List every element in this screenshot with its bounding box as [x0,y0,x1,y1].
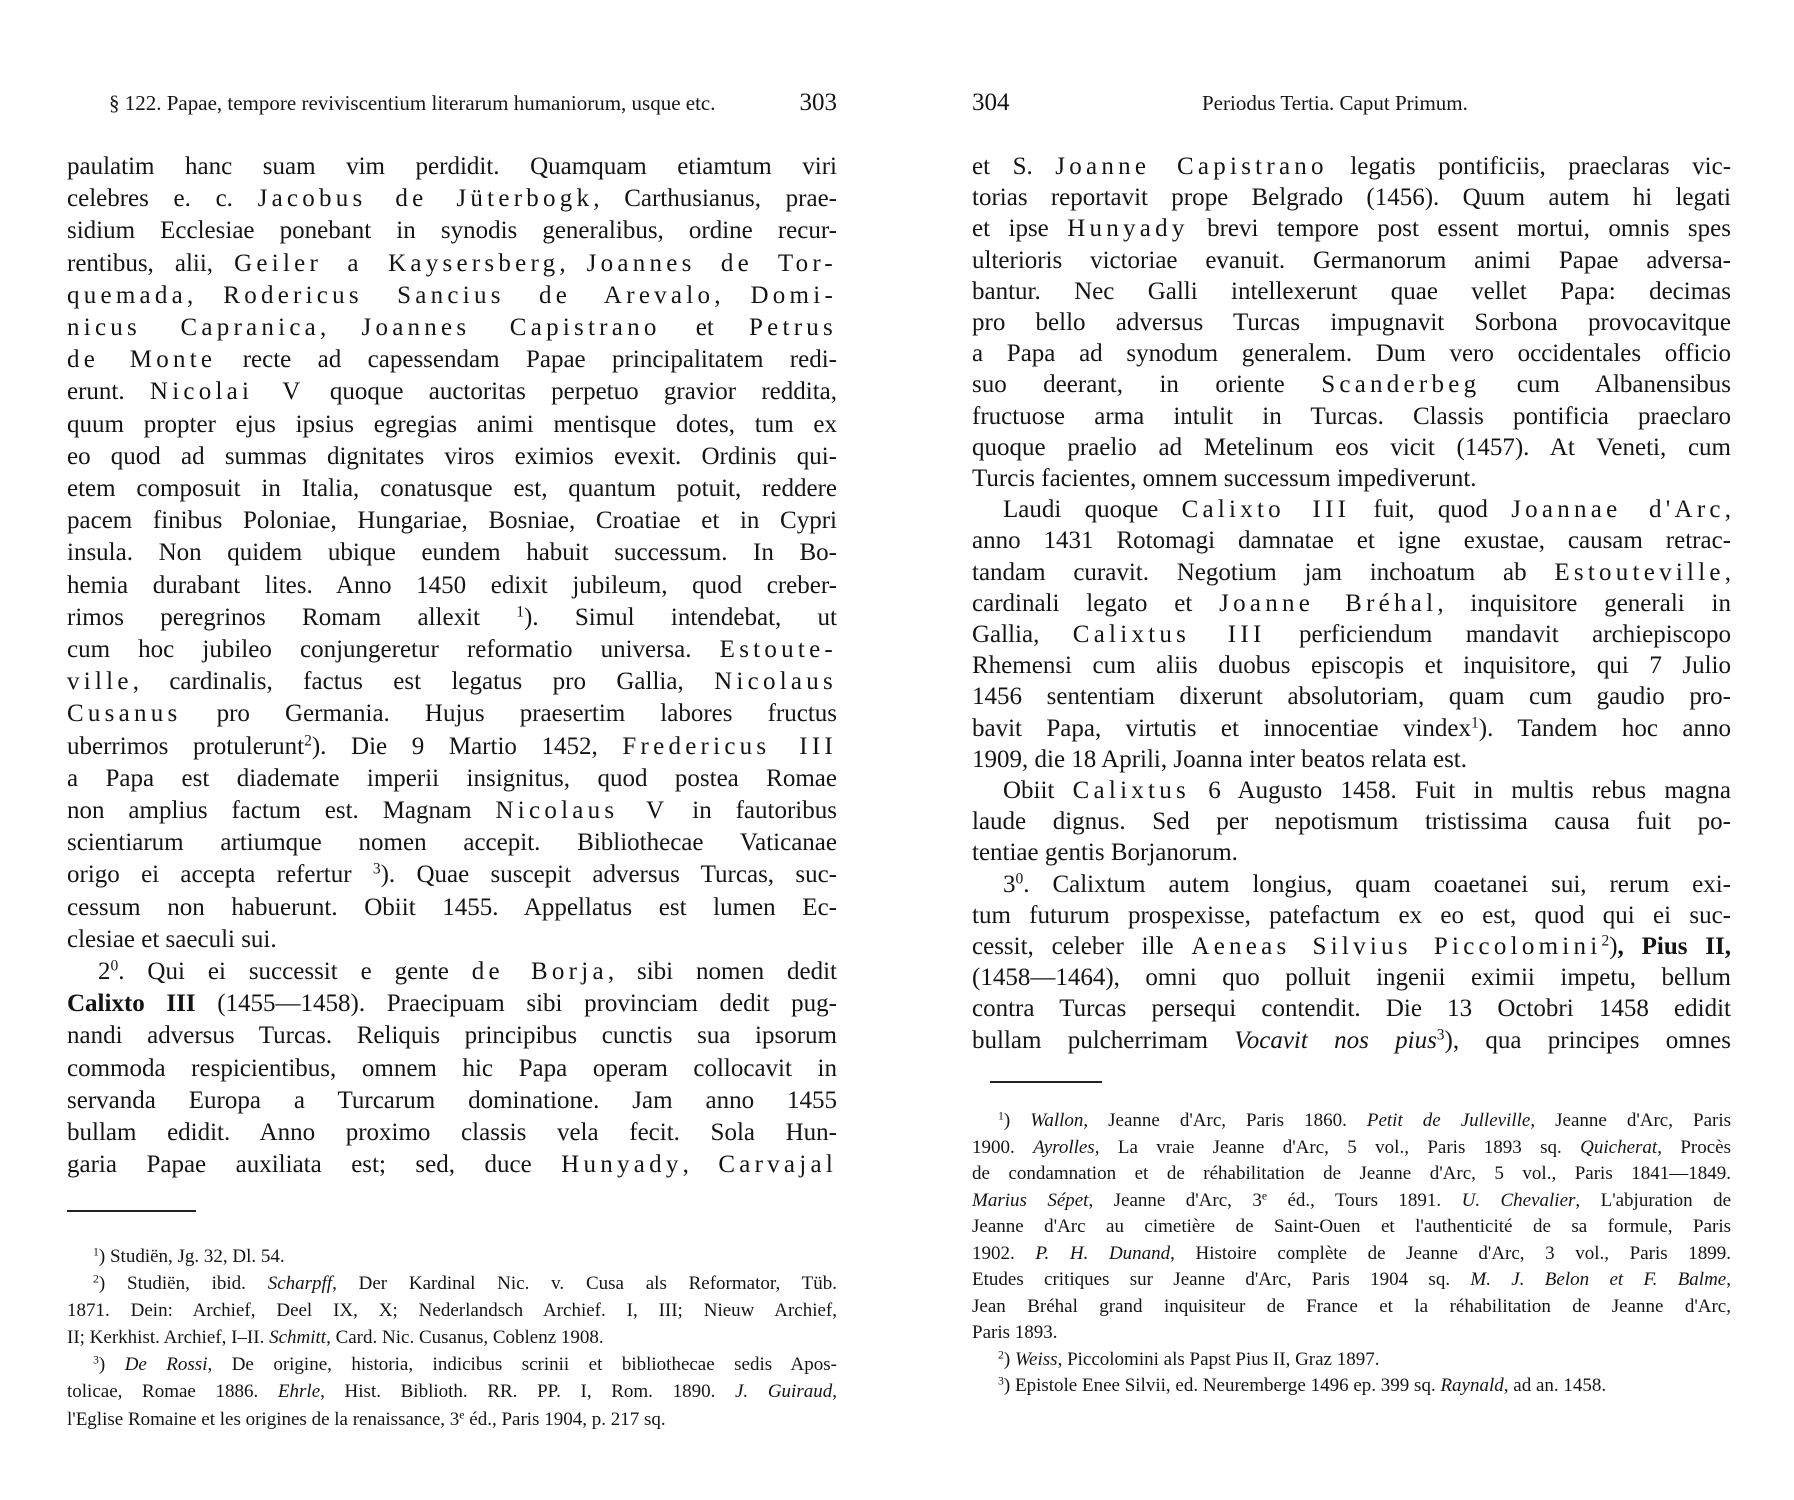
text-run: quum propter ejus ipsius egregias animi mentisque dotes, tum ex [67,410,837,438]
paragraph [972,494,1731,775]
footnote-divider [990,1081,1102,1083]
text-line [67,183,837,215]
text-run: Turcis facientes, omnem successum impediverunt. [972,465,1477,493]
text-run: contra Turcas persequi contendit. Die 13 Octobri 1458 edidit [972,995,1731,1023]
text-run: ). Quae suscepit adversus Turcas, suc- [380,861,837,889]
text-run: Paris 1893. [972,1322,1058,1343]
text-run: l'Eglise Romaine et les origines de la renaissance, 3 [67,1408,460,1430]
page-number: 303 [799,89,837,116]
text-run: suo deerant, in oriente [972,371,1322,399]
text-line [67,537,837,569]
text-run: eo quod ad summas dignitates viros eximios evexit. Ordinis qui- [67,442,837,470]
text-line [972,869,1731,900]
spaced-name: Hunyady [561,1151,683,1179]
footnote-marker: 3 [1436,1026,1445,1044]
text-line [67,248,837,280]
text-line [972,806,1731,837]
spaced-name: Estoute- [719,636,837,664]
text-line [67,280,837,312]
text-run: a Papa ad synodum generalem. Dum vero occidentales officio [972,340,1731,368]
spaced-name: quemada [67,281,187,309]
text-line [972,1320,1731,1347]
footnote-marker: e [1261,1189,1268,1203]
text-run: etem composuit in Italia, conatusque est, quantum potuit, reddere [67,475,837,503]
text-run: , [186,281,224,309]
text-run: , Histoire complète de Jeanne d'Arc, 3 vol., Paris 1899. [1170,1242,1731,1264]
spaced-name: Fredericus III [622,732,838,760]
text-run: cessit, celeber ille [972,933,1192,961]
italic-text: Scharpff [267,1273,333,1295]
footnote [972,1108,1731,1347]
footnote-divider [67,1210,196,1212]
text-run: , Procès [1657,1136,1731,1158]
text-line [972,494,1731,525]
text-run: , [832,1381,837,1403]
footnote-marker: 3 [998,1374,1004,1388]
text-run: Jeanne d'Arc au cimetière de Saint-Ouen et l'authenticité de sa formule, Paris [972,1216,1731,1237]
text-line [67,795,837,827]
text-run: , [320,314,362,342]
spaced-name: Scanderbeg [1321,371,1481,399]
italic-text: U. Chevalier [1461,1189,1576,1211]
italic-text: Wallon [1030,1110,1084,1131]
text-run: fuit, quod [1350,496,1512,524]
text-line [972,525,1731,556]
text-line [67,1406,837,1433]
text-line [972,401,1731,432]
text-run: pro bello adversus Turcas impugnavit Sorbona provocavitque [972,309,1731,337]
text-run: 3 [1003,870,1016,898]
text-run: tandam curavit. Negotium jam inchoatum ab [972,558,1555,586]
text-run: ) Studiën, ibid. [98,1273,268,1295]
text-line [972,338,1731,369]
text-run: 1871. Dein: Archief, Deel IX, X; Nederlandsch Archief. I, III; Nieuw Archief, [67,1300,837,1322]
text-run: , cardinalis, factus est legatus pro Gallia, [132,668,715,696]
text-run: bullam pulcherrimam [972,1026,1235,1054]
text-line [67,1378,837,1405]
text-run: bantur. Nec Galli intellexerunt quae vellet Papa: decimas [972,277,1731,305]
text-line [972,775,1731,806]
text-run: (1455—1458). Praecipuam sibi provinciam dedit pug- [195,990,837,1018]
text-run: ) [1003,1110,1031,1131]
italic-text: Vocavit nos pius [1234,1026,1437,1054]
text-run: sidium Ecclesiae ponebant in synodis generalibus, ordine recur- [67,217,837,245]
right-page-body [972,151,1731,1056]
text-line [67,827,837,859]
text-run: quoque praelio ad Metelinum eos vicit (1457). At Veneti, cum [972,433,1731,461]
text-line [67,1053,837,1085]
text-line [972,962,1731,993]
text-run: cardinali legato et [972,589,1220,617]
text-run: , [559,249,587,277]
text-line [972,557,1731,588]
text-line [67,698,837,730]
text-line [972,837,1731,868]
text-line [67,1085,837,1117]
text-run: , L'abjuration de [1575,1189,1732,1211]
text-run: origo ei accepta refertur [67,861,373,889]
text-run: , [1726,1269,1731,1290]
paragraph [972,869,1731,1056]
text-line [972,588,1731,619]
text-run: hemia durabant lites. Anno 1450 edixit jubileum, quod creber- [67,571,837,599]
text-run: clesiae et saeculi sui. [67,925,277,953]
spaced-name: Nicolaus V [495,797,669,825]
text-line [67,215,837,247]
right-page-footnotes [972,1108,1731,1400]
footnote-marker: 0 [1015,870,1024,888]
text-run: éd., Paris 1904, p. 217 sq. [464,1408,666,1430]
spaced-name: Jacobus de Jüterbogk [257,185,594,213]
text-run: 1902. [972,1242,1036,1264]
page-number: 304 [972,89,1010,116]
text-run: bavit Papa, virtutis et innocentiae vindex [972,714,1472,742]
text-line [67,151,837,183]
text-line [972,245,1731,276]
italic-text: Petit de Julleville [1366,1110,1531,1131]
text-run: paulatim hanc suam vim perdidit. Quamquam etiamtum viri [67,153,837,180]
text-line [972,1241,1731,1268]
bold-text: , Pius II, [1617,933,1731,961]
text-line [972,1161,1731,1188]
spaced-name: Joannae d'Arc [1511,496,1725,524]
text-line [972,993,1731,1024]
text-line [972,1108,1731,1135]
italic-text: Ehrle [277,1381,321,1403]
footnote [67,1243,837,1270]
text-run: , [1724,496,1732,524]
text-run: , Card. Nic. Cusanus, Coblenz 1908. [326,1327,604,1349]
text-run: rentibus, alii, [67,249,235,277]
text-line [972,151,1731,182]
spaced-name: de Borja [471,958,608,986]
text-run: , La vraie Jeanne d'Arc, 5 vol., Paris 1893 sq. [1094,1136,1581,1158]
text-run: , Carthusianus, prae- [593,185,838,213]
text-run: legatis pontificiis, praeclaras vic- [1327,153,1732,180]
text-line [67,763,837,795]
text-run: , inquisitore generali in [1437,589,1732,617]
text-line [972,182,1731,213]
text-line [67,1324,837,1351]
text-line [972,1267,1731,1294]
footnote-marker: 2 [93,1272,99,1286]
text-line [972,1135,1731,1162]
text-line [972,1188,1731,1215]
spaced-name: Joannes de Tor- [586,249,838,277]
text-line [972,1373,1731,1400]
text-run: rimos peregrinos Romam allexit [67,603,517,631]
spaced-name: Domi- [750,281,838,309]
text-line [972,900,1731,931]
italic-text: Quicherat [1580,1136,1658,1158]
text-run: celebres e. c. [67,185,258,213]
text-run: 2 [98,958,111,986]
text-run: non amplius factum est. Magnam [67,797,496,825]
text-run: a Papa est diademate imperii insignitus, quod postea Romae [67,764,837,792]
text-line [67,344,837,376]
left-page-body [67,151,837,1182]
text-run: nandi adversus Turcas. Reliquis principibus cunctis sua ipsorum [67,1022,837,1050]
text-line [67,892,837,924]
italic-text: P. H. Dunand [1035,1242,1171,1264]
spaced-name: Aeneas Silvius Piccolomini [1191,933,1602,961]
spaced-name: Rodericus Sancius de Arevalo [223,281,715,309]
footnote [972,1373,1731,1400]
footnote-marker: 1 [998,1109,1004,1123]
text-line [67,731,837,763]
text-line [67,505,837,537]
text-run: , De origine, historia, indicibus scrinii et bibliothecae sedis Apos- [207,1354,837,1376]
text-run: 1456 sententiam dixerunt absolutoriam, quam cum gaudio pro- [972,683,1731,711]
text-run: ulterioris victoriae evanuit. Germanorum animi Papae adversa- [972,246,1731,274]
italic-text: Ayrolles [1033,1136,1095,1158]
text-line [67,988,837,1020]
footnote-marker: 1 [1471,714,1479,732]
spaced-name: Petrus [749,314,838,342]
text-run: ), qua principes omnes [1444,1026,1731,1054]
text-line [972,463,1731,494]
text-run: cessum non habuerunt. Obiit 1455. Appellatus est lumen Ec- [67,893,837,921]
footnote-marker: 2 [1601,932,1610,950]
text-run: II; Kerkhist. Archief, I–II. [67,1327,270,1349]
text-line [67,1020,837,1052]
text-line [67,1117,837,1149]
text-run: , Jeanne d'Arc, Paris 1860. [1083,1110,1367,1131]
text-run: Rhemensi cum aliis duobus episcopis et inquisitore, qui 7 Julio [972,652,1731,680]
text-run: éd., Tours 1891. [1267,1189,1462,1211]
text-run: ). Simul intendebat, ut [524,603,837,631]
text-run: de condamnation et de réhabilitation de Jeanne d'Arc, 5 vol., Paris 1841—1849. [972,1163,1731,1184]
spaced-name: Geiler a Kaysersberg [234,249,560,277]
text-run: et S. [972,153,1056,180]
spaced-name: Joanne Capistrano [1055,153,1328,180]
text-run: tentiae gentis Borjanorum. [972,839,1238,867]
text-run: Gallia, [972,621,1073,649]
text-run: . Qui ei successit e gente [118,958,472,986]
text-line [972,1214,1731,1241]
text-run: tolicae, Romae 1886. [67,1381,278,1403]
spaced-name: Carvajal [718,1151,838,1179]
text-line [67,924,837,956]
text-line [972,713,1731,744]
spaced-name: Nicolaus [714,668,837,696]
spaced-name: Calixto III [1181,496,1351,524]
text-run: laude dignus. Sed per nepotismum tristissima causa fuit po- [972,808,1731,836]
text-line [67,1270,837,1297]
text-run: 6 Augusto 1458. Fuit in multis rebus magna [1189,777,1731,805]
text-line [972,744,1731,775]
text-line [972,1347,1731,1374]
text-line [67,956,837,988]
spaced-name: Calixtus III [1072,621,1266,649]
italic-text: Raynald [1440,1375,1504,1396]
footnote-marker: e [459,1408,465,1422]
text-line [67,473,837,505]
text-line [67,376,837,408]
text-line [972,432,1731,463]
text-line [972,650,1731,681]
spaced-name: nicus Capranica [67,314,321,342]
text-line [972,619,1731,650]
text-run: Etudes critiques sur Jeanne d'Arc, Paris 1904 sq. [972,1269,1471,1290]
footnote-marker: 3 [372,860,381,878]
footnote [67,1270,837,1351]
text-line [972,369,1731,400]
text-run: pacem finibus Poloniae, Hungariae, Bosniae, Croatiae et in Cypri [67,507,837,535]
text-run: 1909, die 18 Aprili, Joanna inter beatos relata est. [972,745,1468,773]
text-line [67,1243,837,1270]
italic-text: Schmitt [269,1327,327,1349]
left-running-header [109,88,837,118]
text-line [67,666,837,698]
text-run: in fautoribus [668,797,837,825]
spaced-name: Cusanus [67,700,182,728]
text-run: , [714,281,751,309]
text-run: ). Die 9 Martio 1452, [311,732,623,760]
spaced-name: ville [67,668,133,696]
italic-text: M. J. Belon et F. Balme [1470,1269,1727,1290]
spaced-name: Hunyady [1067,215,1189,243]
text-run: cum Albanensibus [1480,371,1731,399]
paragraph [972,151,1731,494]
text-line [67,602,837,634]
spaced-name: de Monte [67,346,217,374]
right-running-header [972,88,1732,118]
text-run: servanda Europa a Turcarum dominatione. Jam anno 1455 [67,1086,837,1114]
text-line [67,1351,837,1378]
text-line [67,312,837,344]
text-run: et [660,314,750,342]
bold-text: Calixto III [67,990,196,1018]
footnote [67,1351,837,1432]
italic-text: Weiss [1014,1348,1058,1370]
text-run: quoque auctoritas perpetuo gravior reddita, [304,378,838,406]
text-line [67,1149,837,1181]
text-run: et ipse [972,215,1068,243]
footnote-marker: 0 [110,957,119,975]
text-run: . Calixtum autem longius, quam coaetanei sui, rerum exi- [1023,870,1731,898]
text-run: garia Papae auxiliata est; sed, duce [67,1151,562,1179]
text-run: cum hoc jubileo conjungeretur reformatio universa. [67,636,720,664]
text-run: 1900. [972,1136,1034,1158]
text-run: ) [98,1354,125,1376]
running-header-title: Periodus Tertia. Caput Primum. [1202,90,1468,115]
text-run: , [1724,558,1731,586]
text-run: anno 1431 Rotomagi damnatae et igne exustae, causam retrac- [972,527,1731,555]
text-run: erunt. [67,378,150,406]
text-run: pro Germania. Hujus praesertim labores fructus [181,700,837,728]
text-run: , Piccolomini als Papst Pius II, Graz 1897. [1057,1348,1380,1370]
text-line [67,859,837,891]
text-line [972,681,1731,712]
footnote-marker: 2 [304,732,312,750]
text-run: brevi tempore post essent mortui, omnis spes [1188,215,1731,243]
spaced-name: Nicolai V [149,378,305,406]
text-line [972,1294,1731,1321]
footnote-marker: 3 [93,1353,99,1367]
footnote-marker: 2 [998,1348,1004,1362]
text-run: , [682,1151,719,1179]
footnote-marker: 1 [516,603,524,621]
text-run: Obiit [1003,777,1073,805]
text-line [67,570,837,602]
text-line [972,931,1731,962]
text-run: uberrimos protulerunt [67,732,305,760]
italic-text: De Rossi [124,1354,208,1376]
paragraph [67,151,837,956]
text-line [67,409,837,441]
text-run: , Der Kardinal Nic. v. Cusa als Reformator, Tüb. [332,1273,837,1295]
footnote [972,1347,1731,1374]
text-run: Laudi quoque [1003,496,1182,524]
spaced-name: Estouteville [1554,558,1725,586]
paragraph [67,956,837,1181]
text-run: , Jeanne d'Arc, 3 [1088,1189,1262,1211]
text-line [972,276,1731,307]
text-line [67,441,837,473]
text-run: , Hist. Biblioth. RR. PP. I, Rom. 1890. [320,1381,735,1403]
text-run: (1458—1464), omni quo polluit ingenii eximii impetu, bellum [972,964,1731,992]
spaced-name: Joannes Capistrano [361,314,661,342]
text-line [972,213,1731,244]
left-page-footnotes [67,1243,837,1433]
running-header-title: § 122. Papae, tempore reviviscentium literarum humaniorum, usque etc. [109,90,716,115]
footnote-marker: 1 [93,1245,99,1259]
text-line [972,1025,1731,1056]
text-run: , Jeanne d'Arc, Paris [1530,1110,1732,1131]
text-line [972,307,1731,338]
spaced-name: Joanne Bréhal [1219,589,1438,617]
italic-text: J. Guiraud [735,1381,833,1403]
text-run: torias reportavit prope Belgrado (1456). Quum autem hi legati [972,184,1731,212]
italic-text: Marius Sépet [972,1189,1089,1211]
text-line [67,634,837,666]
text-line [67,1297,837,1324]
text-run: ) Epistole Enee Silvii, ed. Neuremberge 1496 ep. 399 sq. [1003,1375,1441,1396]
text-run: ) [1609,933,1618,961]
spaced-name: Calixtus [1072,777,1190,805]
text-run: Jean Bréhal grand inquisiteur de France et la réhabilitation de Jeanne d'Arc, [972,1295,1731,1317]
text-run: scientiarum artiumque nomen accepit. Bibliothecae Vaticanae [67,829,837,857]
text-run: recte ad capessendam Papae principalitatem redi- [216,346,837,374]
text-run: ) [1003,1348,1015,1370]
text-run: ). Tandem hoc anno [1478,714,1731,742]
text-run: fructuose arma intulit in Turcas. Classis pontificia praeclaro [972,402,1731,430]
text-run: tum futurum prospexisse, patefactum ex eo est, quod qui ei suc- [972,901,1731,929]
text-run: insula. Non quidem ubique eundem habuit successum. In Bo- [67,539,837,567]
text-run: commoda respicientibus, omnem hic Papa operam collocavit in [67,1054,837,1082]
text-run: perficiendum mandavit archiepiscopo [1265,621,1731,649]
text-run: bullam edidit. Anno proximo classis vela fecit. Sola Hun- [67,1119,837,1147]
paragraph [972,775,1731,869]
text-run: , ad an. 1458. [1503,1375,1607,1396]
text-run: ) Studiën, Jg. 32, Dl. 54. [98,1246,285,1267]
text-run: , sibi nomen dedit [607,958,838,986]
